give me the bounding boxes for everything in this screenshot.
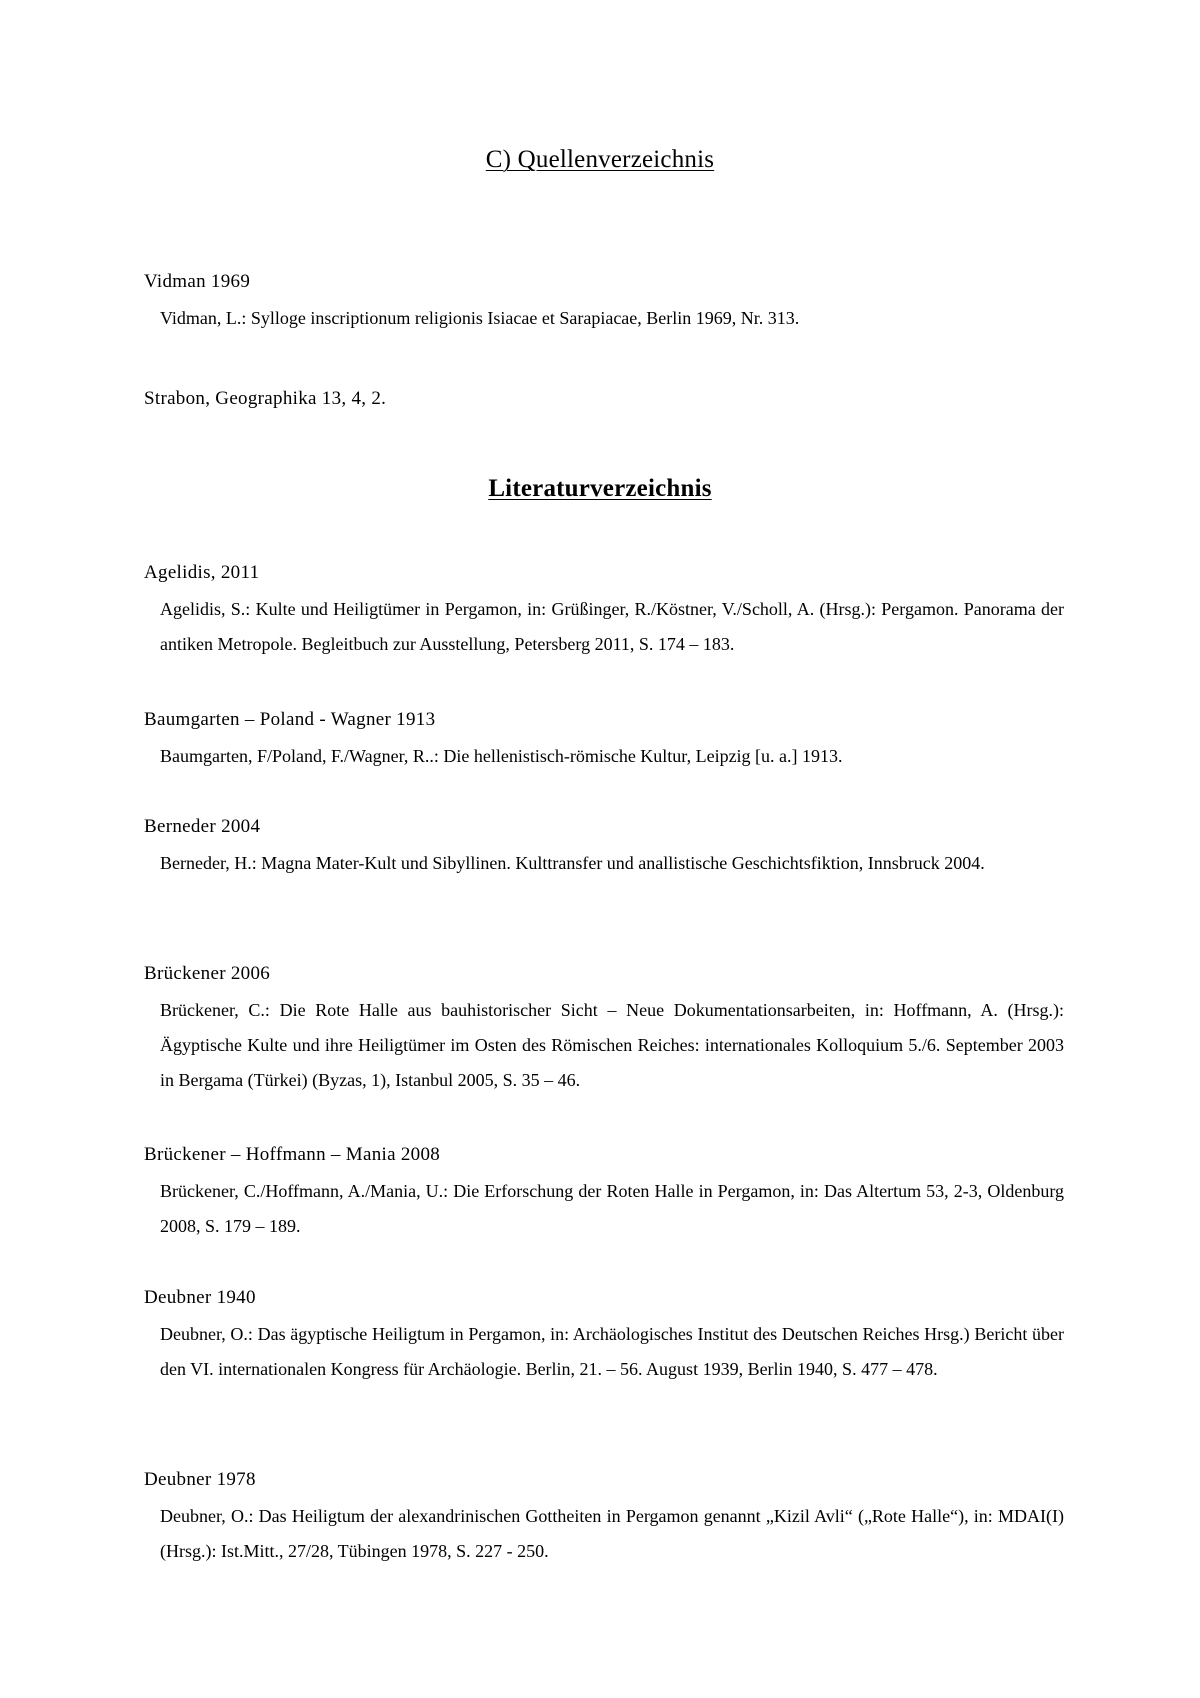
literature-entry-key: Deubner 1978 [144,1469,256,1490]
literature-entry-key: Baumgarten – Poland - Wagner 1913 [144,709,436,730]
literature-entry [144,562,1064,662]
source-entry-key: Strabon, Geographika 13, 4, 2. [144,388,387,409]
literature-entry-key: Brückener 2006 [144,963,271,984]
sources-heading: C) Quellenverzeichnis [485,146,715,173]
source-entry [144,388,1064,410]
source-entry-text: Vidman, L.: Sylloge inscriptionum religionis Isiacae et Sarapiacae, Berlin 1969, Nr. 313. [160,308,800,328]
literature-entry-text: Deubner, O.: Das Heiligtum der alexandrinischen Gottheiten in Pergamon genannt „Kizil Avli“ („Rote Halle“), in: MDAI(I) (Hrsg.): Ist.Mitt., 27/28, Tübingen 1978, S. 227 - 250. [160,1506,1064,1561]
literature-entry-text: Deubner, O.: Das ägyptische Heiligtum in Pergamon, in: Archäologisches Institut des Deutschen Reiches Hrsg.) Bericht über den VI. internationalen Kongress für Archäologie. Berlin, 21. – 56. August 1939, Berlin 1940, S. 477 – 478. [160,1324,1064,1379]
literature-entry [144,1287,1064,1387]
literature-entry [144,1469,1064,1569]
literature-entry-key: Agelidis, 2011 [144,562,260,583]
literature-entry-text: Agelidis, S.: Kulte und Heiligtümer in Pergamon, in: Grüßinger, R./Köstner, V./Scholl, A. (Hrsg.): Pergamon. Panorama der antiken Metropole. Begleitbuch zur Ausstellung, Petersberg 2011, S. 174 – 183. [160,599,1064,654]
literature-entry [144,963,1064,1098]
source-entry [144,271,1064,336]
literature-entry-text: Brückener, C./Hoffmann, A./Mania, U.: Die Erforschung der Roten Halle in Pergamon, in: Das Altertum 53, 2-3, Oldenburg 2008, S. 179 – 189. [160,1181,1064,1236]
literature-entry-key: Deubner 1940 [144,1287,256,1308]
literature-entry-key: Brückener – Hoffmann – Mania 2008 [144,1144,441,1165]
literature-entry-text: Berneder, H.: Magna Mater-Kult und Sibyllinen. Kulttransfer und anallistische Geschichtsfiktion, Innsbruck 2004. [160,853,985,873]
literature-entry-key: Berneder 2004 [144,816,261,837]
literature-entry [144,709,1064,774]
literature-heading: Literaturverzeichnis [488,475,712,502]
literature-entry [144,1144,1064,1244]
literature-entry-text: Brückener, C.: Die Rote Halle aus bauhistorischer Sicht – Neue Dokumentationsarbeiten, in: Hoffmann, A. (Hrsg.): Ägyptische Kulte und ihre Heiligtümer im Osten des Römischen Reiches: internationales Kolloquium 5./6. September 2003 in Bergama (Türkei) (Byzas, 1), Istanbul 2005, S. 35 – 46. [160,1000,1064,1090]
source-entry-key: Vidman 1969 [144,271,251,292]
literature-entry [144,816,1064,881]
literature-entry-text: Baumgarten, F/Poland, F./Wagner, R..: Die hellenistisch-römische Kultur, Leipzig [u. a.] 1913. [160,746,843,766]
